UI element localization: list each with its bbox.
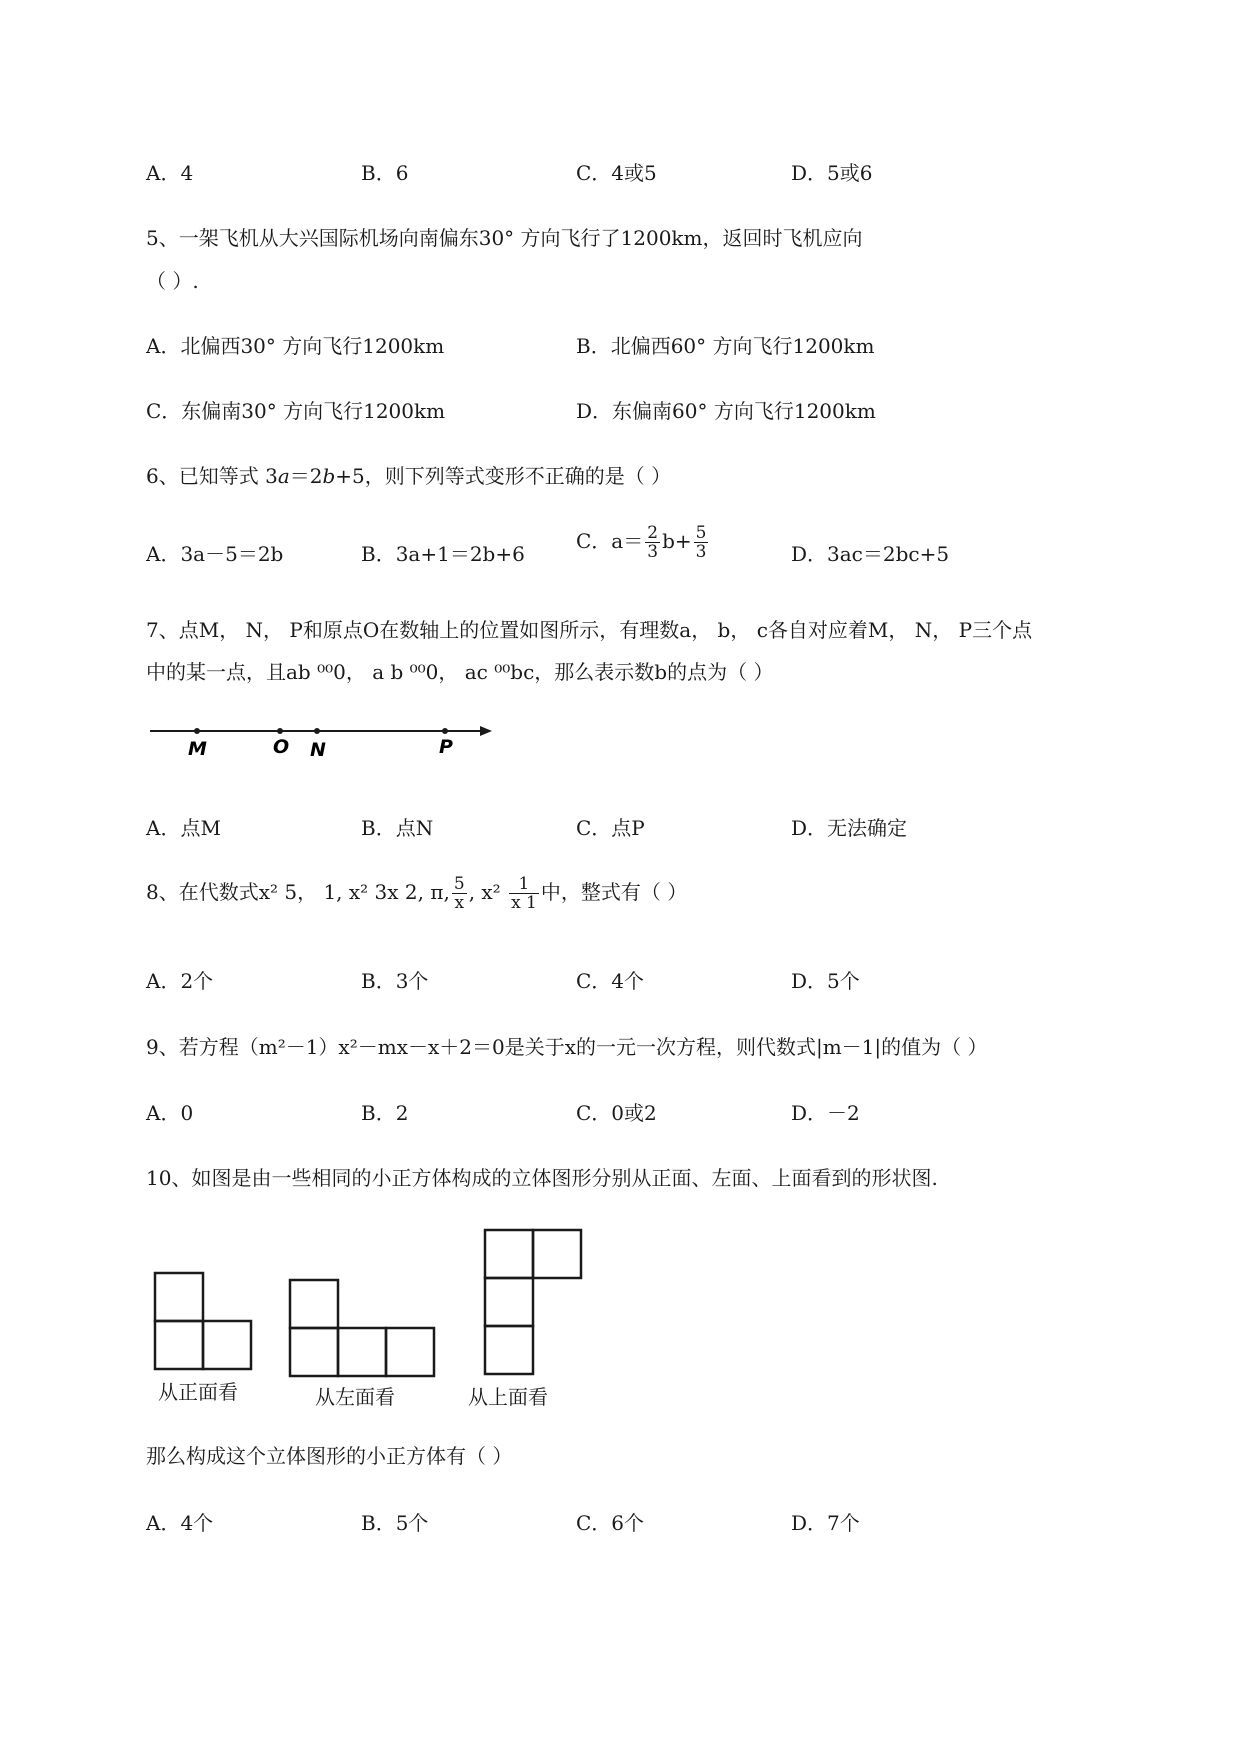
q9-option-d: D．－2 bbox=[791, 1101, 860, 1125]
q10-option-b: B．5个 bbox=[361, 1511, 429, 1535]
q9-option-c: C．0或2 bbox=[576, 1101, 657, 1125]
q6-option-a: A．3a－5＝2b bbox=[146, 542, 284, 566]
q7-option-a: A．点M bbox=[146, 816, 221, 840]
q6-stem: 6、已知等式 3a＝2b+5，则下列等式变形不正确的是（ ） bbox=[146, 464, 672, 488]
number-line-figure bbox=[140, 715, 500, 765]
q4-option-a: A．4 bbox=[146, 161, 194, 185]
q8-stem: 8、在代数式x² 5， 1, x² 3x 2, π, $\frac{5}{x}$ , x² $\frac{1}{x 1}$ 中，整式有（ ） bbox=[146, 874, 688, 913]
three-views-figure bbox=[140, 1225, 620, 1415]
q5-option-b: B．北偏西60° 方向飞行1200km bbox=[576, 334, 875, 358]
q5-option-a: A．北偏西30° 方向飞行1200km bbox=[146, 334, 445, 358]
q8-option-c: C．4个 bbox=[576, 969, 645, 993]
left-view-label: 从左面看 bbox=[315, 1385, 395, 1409]
point-o bbox=[277, 728, 283, 734]
label-o: O bbox=[273, 736, 290, 758]
q7-stem-line1: 7、点M， N， P和原点O在数轴上的位置如图所示，有理数a， b， c各自对应着M， N， P三个点 bbox=[146, 618, 1033, 642]
fraction: $\frac{2}{3}$ bbox=[647, 523, 659, 562]
q4-option-d: D．5或6 bbox=[791, 161, 873, 185]
fraction: $\frac{5}{x}$ bbox=[453, 874, 465, 913]
fraction: $\frac{5}{3}$ bbox=[695, 523, 707, 562]
point-p bbox=[442, 728, 448, 734]
q8-option-a: A．2个 bbox=[146, 969, 214, 993]
q7-option-b: B．点N bbox=[361, 816, 434, 840]
fraction: $\frac{1}{x 1}$ bbox=[511, 874, 537, 913]
q6-option-c: C．a＝ $\frac{2}{3}$ b+ $\frac{5}{3}$ bbox=[576, 523, 707, 562]
q7-option-d: D．无法确定 bbox=[791, 816, 908, 840]
q9-stem: 9、若方程（m²－1）x²－mx－x＋2＝0是关于x的一元一次方程，则代数式|m－1|的值为（ ） bbox=[146, 1035, 988, 1059]
top-view bbox=[485, 1230, 581, 1374]
q5-blank: （ ）. bbox=[146, 269, 199, 293]
q5-option-d: D．东偏南60° 方向飞行1200km bbox=[576, 399, 876, 423]
q6-option-d: D．3ac＝2bc+5 bbox=[791, 542, 950, 566]
label-m: M bbox=[188, 738, 207, 760]
arrow-head-icon bbox=[480, 726, 492, 736]
point-n bbox=[314, 728, 320, 734]
q10-option-a: A．4个 bbox=[146, 1511, 214, 1535]
q5-stem: 5、一架飞机从大兴国际机场向南偏东30° 方向飞行了1200km，返回时飞机应向 bbox=[146, 226, 863, 250]
top-view-label: 从上面看 bbox=[468, 1385, 548, 1409]
q4-option-b: B．6 bbox=[361, 161, 409, 185]
q5-option-c: C．东偏南30° 方向飞行1200km bbox=[146, 399, 446, 423]
q7-stem-line2: 中的某一点，且ab ⁰⁰0， a b ⁰⁰0， ac ⁰⁰bc，那么表示数b的点为（ ） bbox=[146, 660, 774, 684]
q8-option-d: D．5个 bbox=[791, 969, 860, 993]
label-p: P bbox=[439, 736, 453, 758]
q6-option-b: B．3a+1＝2b+6 bbox=[361, 542, 525, 566]
q9-option-b: B．2 bbox=[361, 1101, 409, 1125]
q4-option-c: C．4或5 bbox=[576, 161, 657, 185]
point-m bbox=[194, 728, 200, 734]
q10-option-d: D．7个 bbox=[791, 1511, 860, 1535]
q9-option-a: A．0 bbox=[146, 1101, 194, 1125]
q7-option-c: C．点P bbox=[576, 816, 645, 840]
q10-question: 那么构成这个立体图形的小正方体有（ ） bbox=[146, 1444, 513, 1468]
q10-stem: 10、如图是由一些相同的小正方体构成的立体图形分别从正面、左面、上面看到的形状图. bbox=[146, 1166, 938, 1190]
q8-option-b: B．3个 bbox=[361, 969, 429, 993]
front-view bbox=[155, 1273, 251, 1369]
left-view bbox=[290, 1280, 434, 1376]
front-view-label: 从正面看 bbox=[158, 1380, 238, 1404]
label-n: N bbox=[310, 739, 326, 761]
q10-option-c: C．6个 bbox=[576, 1511, 645, 1535]
